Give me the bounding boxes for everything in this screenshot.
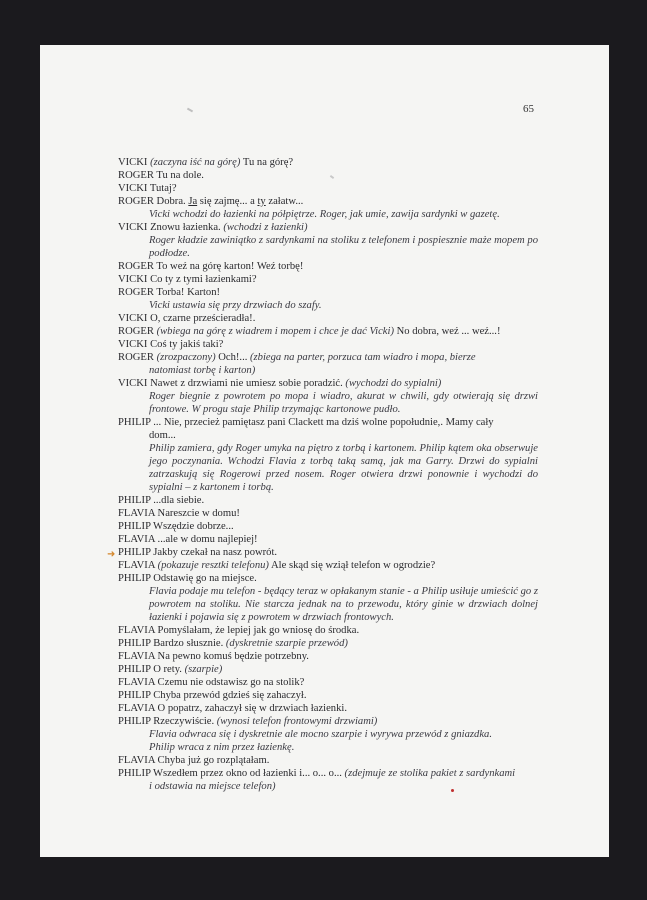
dialogue-text: O, czarne prześcieradła!.	[147, 313, 256, 324]
dialogue-text: Nareszcie w domu!	[154, 508, 240, 519]
speaker-name: PHILIP	[118, 690, 151, 701]
speaker-name: PHILIP	[118, 495, 151, 506]
stage-direction: (wchodzi z łazienki)	[223, 222, 308, 233]
speaker-name: ROGER	[118, 352, 154, 363]
dialogue-line	[118, 286, 538, 299]
speaker-name: PHILIP	[118, 521, 151, 532]
dialogue-line	[118, 572, 538, 585]
dialogue-text: załatw...	[265, 196, 304, 207]
dialogue-text: Czemu nie odstawisz go na stolik?	[154, 677, 305, 688]
stage-direction-block: Philip wraca z nim przez łazienkę.	[149, 742, 295, 753]
dialogue-text: się zajmę... a	[197, 196, 258, 207]
stage-direction: (wbiega na górę z wiadrem i mopem i chce je dać Vicki)	[156, 326, 394, 337]
stage-direction: (zaczyna iść na górę)	[150, 157, 241, 168]
red-dot-mark	[451, 789, 454, 792]
speaker-name: ROGER	[118, 170, 154, 181]
speaker-name: PHILIP	[118, 547, 151, 558]
speaker-name: FLAVIA	[118, 651, 155, 662]
dialogue-line	[118, 325, 538, 338]
speaker-name: ROGER	[118, 287, 154, 298]
speaker-name: FLAVIA	[118, 508, 155, 519]
script-body	[118, 156, 538, 793]
stage-direction-block: Flavia odwraca się i dyskretnie ale mocno szarpie i wyrywa przewód z gniazdka.	[149, 729, 492, 740]
dialogue-line	[118, 715, 538, 728]
stage-direction-block: Roger kładzie zawiniątko z sardynkami na stoliku z telefonem i pospiesznie maże mopem po podłodze.	[149, 235, 538, 259]
dialogue-line	[118, 559, 538, 572]
speaker-name: FLAVIA	[118, 677, 155, 688]
dialogue-line	[118, 533, 538, 546]
stage-direction: (wynosi telefon frontowymi drzwiami)	[216, 716, 378, 727]
speaker-name: ROGER	[118, 196, 154, 207]
speaker-name: FLAVIA	[118, 755, 155, 766]
dialogue-text: Tutaj?	[147, 183, 177, 194]
stage-direction-continuation: natomiast torbę i karton)	[149, 365, 256, 376]
stage-direction: (zbiega na parter, porzuca tam wiadro i mopa, bierze	[250, 352, 476, 363]
dialogue-text: Wszedłem przez okno od łazienki i... o... o...	[150, 768, 345, 779]
stage-direction-block: Vicki ustawia się przy drzwiach do szafy.	[149, 300, 322, 311]
stage-direction-block: Roger biegnie z powrotem po mopa i wiadro, akurat w chwili, gdy otwierają się drzwi frontowe. W progu staje Philip trzymając kartonowe pudło.	[149, 391, 538, 415]
dialogue-line	[118, 260, 538, 273]
dialogue-line	[118, 520, 538, 533]
speaker-name: VICKI	[118, 313, 148, 324]
stage-direction: (szarpie)	[184, 664, 223, 675]
dialogue-text: Pomyślałam, że lepiej jak go wniosę do środka.	[154, 625, 360, 636]
dialogue-text: O rety.	[150, 664, 185, 675]
dialogue-text: No dobra, weź ... weź...!	[393, 326, 501, 337]
dialogue-line	[118, 377, 538, 390]
speaker-name: FLAVIA	[118, 534, 155, 545]
speaker-name: PHILIP	[118, 638, 151, 649]
dialogue-line	[118, 182, 538, 195]
dialogue-text: Chyba przewód gdzieś się zahaczył.	[150, 690, 307, 701]
dialogue-text: Na pewno komuś będzie potrzebny.	[154, 651, 309, 662]
dialogue-text: Tu na górę?	[240, 157, 294, 168]
dialogue-line	[118, 156, 538, 169]
dialogue-line	[118, 273, 538, 286]
dialogue-text: ...dla siebie.	[150, 495, 205, 506]
speaker-name: VICKI	[118, 378, 148, 389]
dialogue-text: Dobra.	[153, 196, 189, 207]
speaker-name: VICKI	[118, 222, 148, 233]
dialogue-text: Odstawię go na miejsce.	[150, 573, 257, 584]
stage-direction-block: Philip zamiera, gdy Roger umyka na piętro z torbą i kartonem. Philip kątem oka obserwuje jego poczynania. Wchodzi Flavia z torbą taką samą, jak ma Garry. Drzwi do sypialni zatrzaskują się Rogerowi przed nosem. Roger otwiera drzwi ponownie i wychodzi do sypialni – z kartonem i torbą.	[149, 443, 538, 493]
dialogue-text: ty	[257, 196, 266, 207]
speaker-name: VICKI	[118, 274, 148, 285]
dialogue-line	[118, 754, 538, 767]
dialogue-text: Tu na dole.	[153, 170, 204, 181]
dialogue-text: Ja	[188, 196, 198, 207]
stage-direction: (zrozpaczony)	[156, 352, 216, 363]
dialogue-line	[118, 312, 538, 325]
dialogue-text: O popatrz, zahaczył się w drzwiach łazienki.	[154, 703, 347, 714]
dialogue-line	[118, 169, 538, 182]
dialogue-line	[118, 624, 538, 637]
dialogue-line	[118, 416, 538, 429]
dialogue-text: Ale skąd się wziął telefon w ogrodzie?	[268, 560, 436, 571]
dialogue-line	[118, 676, 538, 689]
dialogue-text: ... Nie, przecież pamiętasz pani Clackett ma dziś wolne popołudnie,. Mamy cały	[150, 417, 494, 428]
speaker-name: VICKI	[118, 339, 148, 350]
dialogue-line	[118, 494, 538, 507]
speaker-name: FLAVIA	[118, 560, 155, 571]
dialogue-line	[118, 689, 538, 702]
stage-direction: (wychodzi do sypialni)	[345, 378, 442, 389]
speaker-name: PHILIP	[118, 417, 151, 428]
dialogue-text: Och!...	[215, 352, 251, 363]
speaker-name: PHILIP	[118, 768, 151, 779]
dialogue-line	[118, 767, 538, 780]
stage-direction: (zdejmuje ze stolika pakiet z sardynkami	[344, 768, 516, 779]
dialogue-line	[118, 507, 538, 520]
dialogue-text: ...ale w domu najlepiej!	[154, 534, 258, 545]
dialogue-line	[118, 338, 538, 351]
stage-direction: (dyskretnie szarpie przewód)	[225, 638, 348, 649]
page-number: 65	[523, 103, 534, 115]
dialogue-text: Jakby czekał na nasz powrót.	[150, 547, 278, 558]
speaker-name: PHILIP	[118, 716, 151, 727]
dialogue-line	[118, 663, 538, 676]
dialogue-line	[118, 546, 538, 559]
speaker-name: FLAVIA	[118, 625, 155, 636]
dialogue-line	[118, 650, 538, 663]
speaker-name: VICKI	[118, 183, 148, 194]
speaker-name: FLAVIA	[118, 703, 155, 714]
dialogue-text: Rzeczywiście.	[150, 716, 217, 727]
dialogue-text: Znowu łazienka.	[147, 222, 224, 233]
dialogue-line	[118, 702, 538, 715]
dialogue-line	[118, 221, 538, 234]
stage-direction-block: Vicki wchodzi do łazienki na półpiętrze. Roger, jak umie, zawija sardynki w gazetę.	[149, 209, 500, 220]
dialogue-continuation: dom...	[149, 430, 176, 441]
stage-direction-block: Flavia podaje mu telefon - będący teraz w opłakanym stanie - a Philip usiłuje umieścić go z powrotem na stoliku. Nie starcza jednak na to przewodu, który ginie w drzwiach dolnej łazienki i pojawia się z powrotem w drzwiach frontowych.	[149, 586, 538, 623]
speaker-name: PHILIP	[118, 573, 151, 584]
speaker-name: ROGER	[118, 326, 154, 337]
dialogue-text: To weź na górę karton! Weź torbę!	[153, 261, 304, 272]
speaker-name: PHILIP	[118, 664, 151, 675]
dialogue-text: Chyba już go rozplątałam.	[154, 755, 270, 766]
dialogue-text: Co ty z tymi łazienkami?	[147, 274, 257, 285]
speaker-name: ROGER	[118, 261, 154, 272]
stage-direction-continuation: i odstawia na miejsce telefon)	[149, 781, 276, 792]
dialogue-text: Coś ty jakiś taki?	[147, 339, 224, 350]
arrow-marker-icon: ➜	[107, 549, 116, 560]
dialogue-line	[118, 637, 538, 650]
dialogue-line	[118, 351, 538, 364]
dialogue-text: Nawet z drzwiami nie umiesz sobie poradzić.	[147, 378, 346, 389]
dialogue-text: Wszędzie dobrze...	[150, 521, 234, 532]
dialogue-text: Torba! Karton!	[153, 287, 221, 298]
dialogue-line	[118, 195, 538, 208]
stage-direction: (pokazuje resztki telefonu)	[157, 560, 269, 571]
dialogue-text: Bardzo słusznie.	[150, 638, 226, 649]
speaker-name: VICKI	[118, 157, 148, 168]
